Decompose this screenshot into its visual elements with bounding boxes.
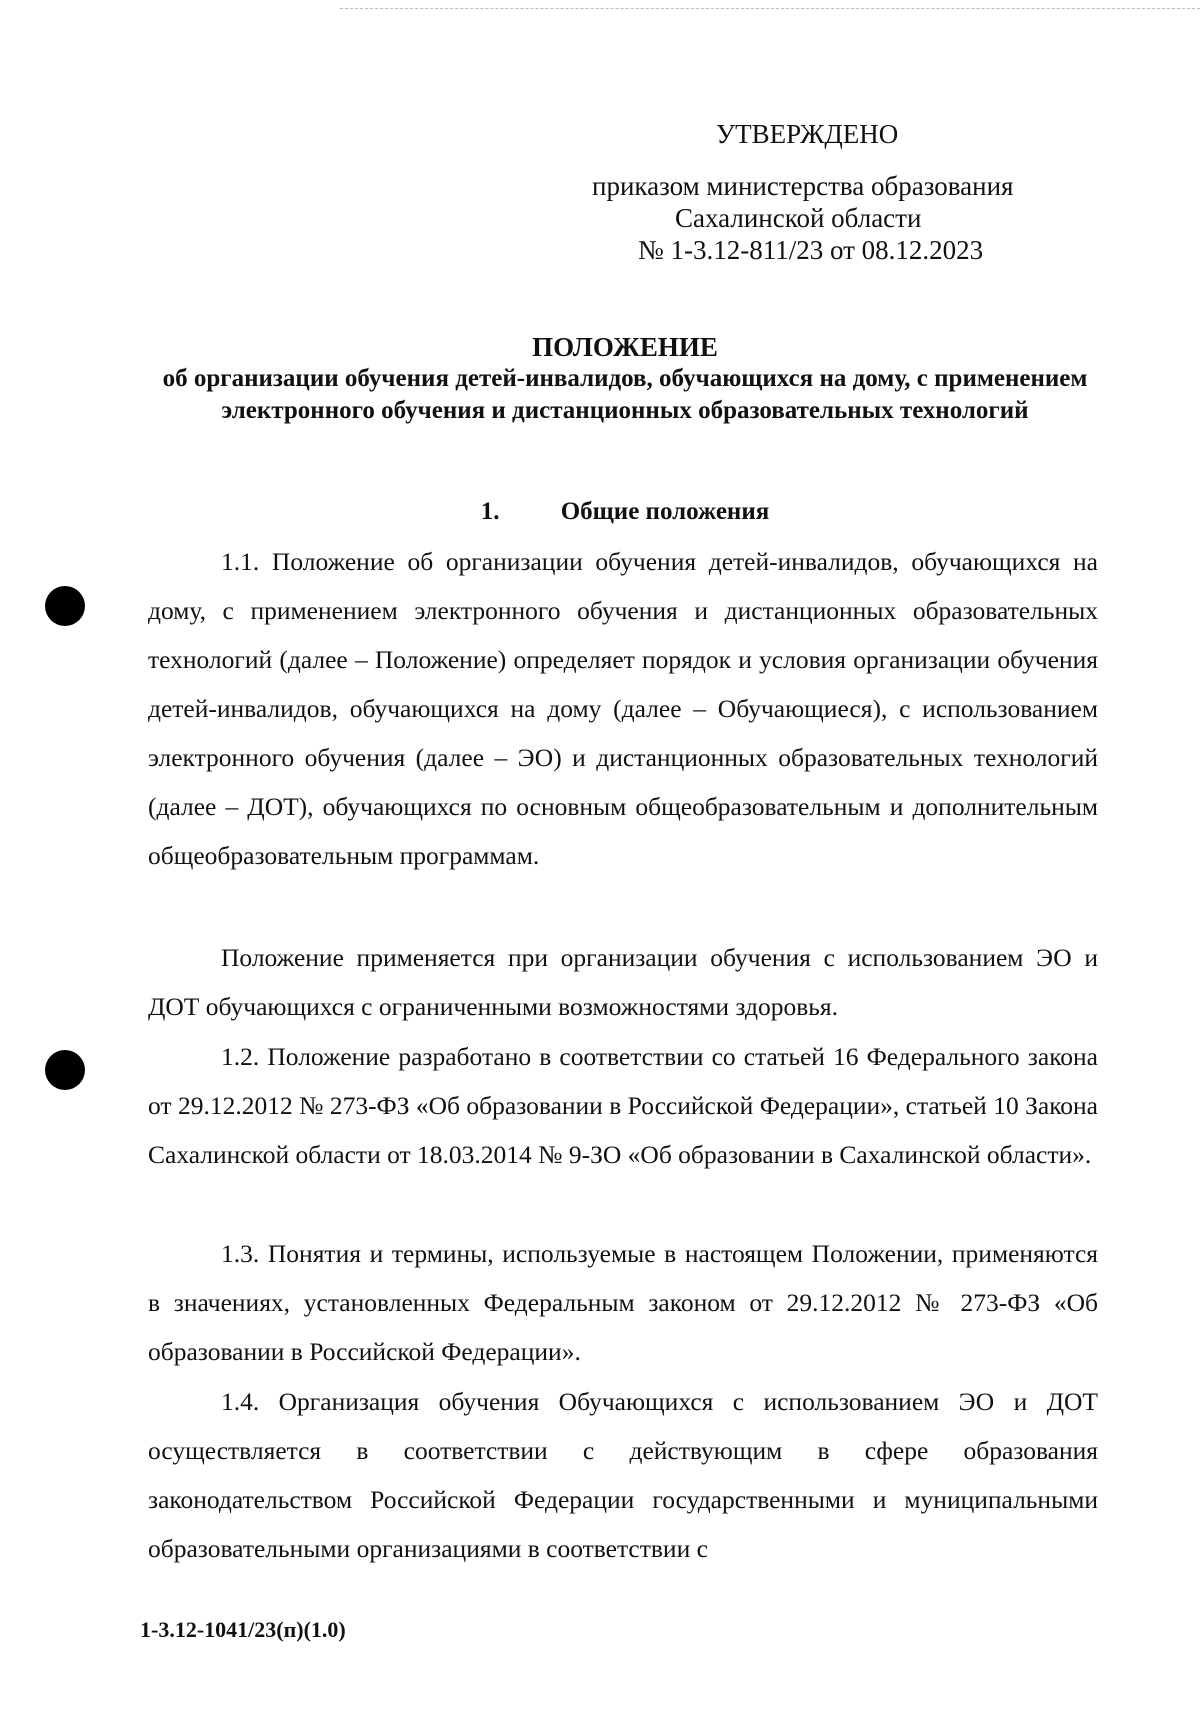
punch-hole-lower xyxy=(45,1050,85,1090)
document-subtitle: об организации обучения детей-инвалидов, обучающихся на дому, с применением электронного обучения и дистанционных образовательных технологий xyxy=(162,365,1088,424)
section-title: Общие положения xyxy=(560,498,770,525)
document-title-block xyxy=(140,331,1110,427)
section-heading xyxy=(140,496,1110,528)
approval-order-number: № 1-3.12-811/23 от 08.12.2023 xyxy=(638,235,984,265)
document-title: ПОЛОЖЕНИЕ xyxy=(532,332,718,362)
paragraph-1-4: 1.4. Организация обучения Обучающихся с использованием ЭО и ДОТ осуществляется в соответствии с действующим в сфере образования законодательством Российской Федерации государственными и муниципальными образовательными организациями в соответствии с xyxy=(148,1387,1098,1563)
document-code: 1-3.12-1041/23(п)(1.0) xyxy=(140,1617,346,1642)
punch-hole-upper xyxy=(45,586,85,626)
paragraph-1-1-continued: Положение применяется при организации обучения с использованием ЭО и ДОТ обучающихся с ограниченными возможностями здоровья. xyxy=(148,943,1098,1021)
paragraph-1-2: 1.2. Положение разработано в соответствии со статьей 16 Федерального закона от 29.12.2012 № 273-ФЗ «Об образовании в Российской Федерации», статьей 10 Закона Сахалинской области от 18.03.2014 № 9-ЗО «Об образовании в Сахалинской области». xyxy=(148,1042,1098,1169)
paragraph-1-1: 1.1. Положение об организации обучения детей-инвалидов, обучающихся на дому, с применением электронного обучения и дистанционных образовательных технологий (далее – Положение) определяет порядок и условия организации обучения детей-инвалидов, обучающихся на дому (далее – Обучающиеся), с использованием электронного обучения (далее – ЭО) и дистанционных образовательных технологий (далее – ДОТ), обучающихся по основным общеобразовательным и дополнительным общеобразовательным программам. xyxy=(148,547,1098,870)
paragraph-1-3: 1.3. Понятия и термины, используемые в настоящем Положении, применяются в значениях, установленных Федеральным законом от 29.12.2012 № 273-ФЗ «Об образовании в Российской Федерации». xyxy=(148,1239,1098,1366)
approval-region-line: Сахалинской области xyxy=(675,203,922,233)
approval-heading: УТВЕРЖДЕНО xyxy=(716,119,899,149)
section-number: 1. xyxy=(480,498,500,525)
scan-edge-line xyxy=(340,8,1200,9)
approval-order-line: приказом министерства образования xyxy=(592,171,1014,201)
